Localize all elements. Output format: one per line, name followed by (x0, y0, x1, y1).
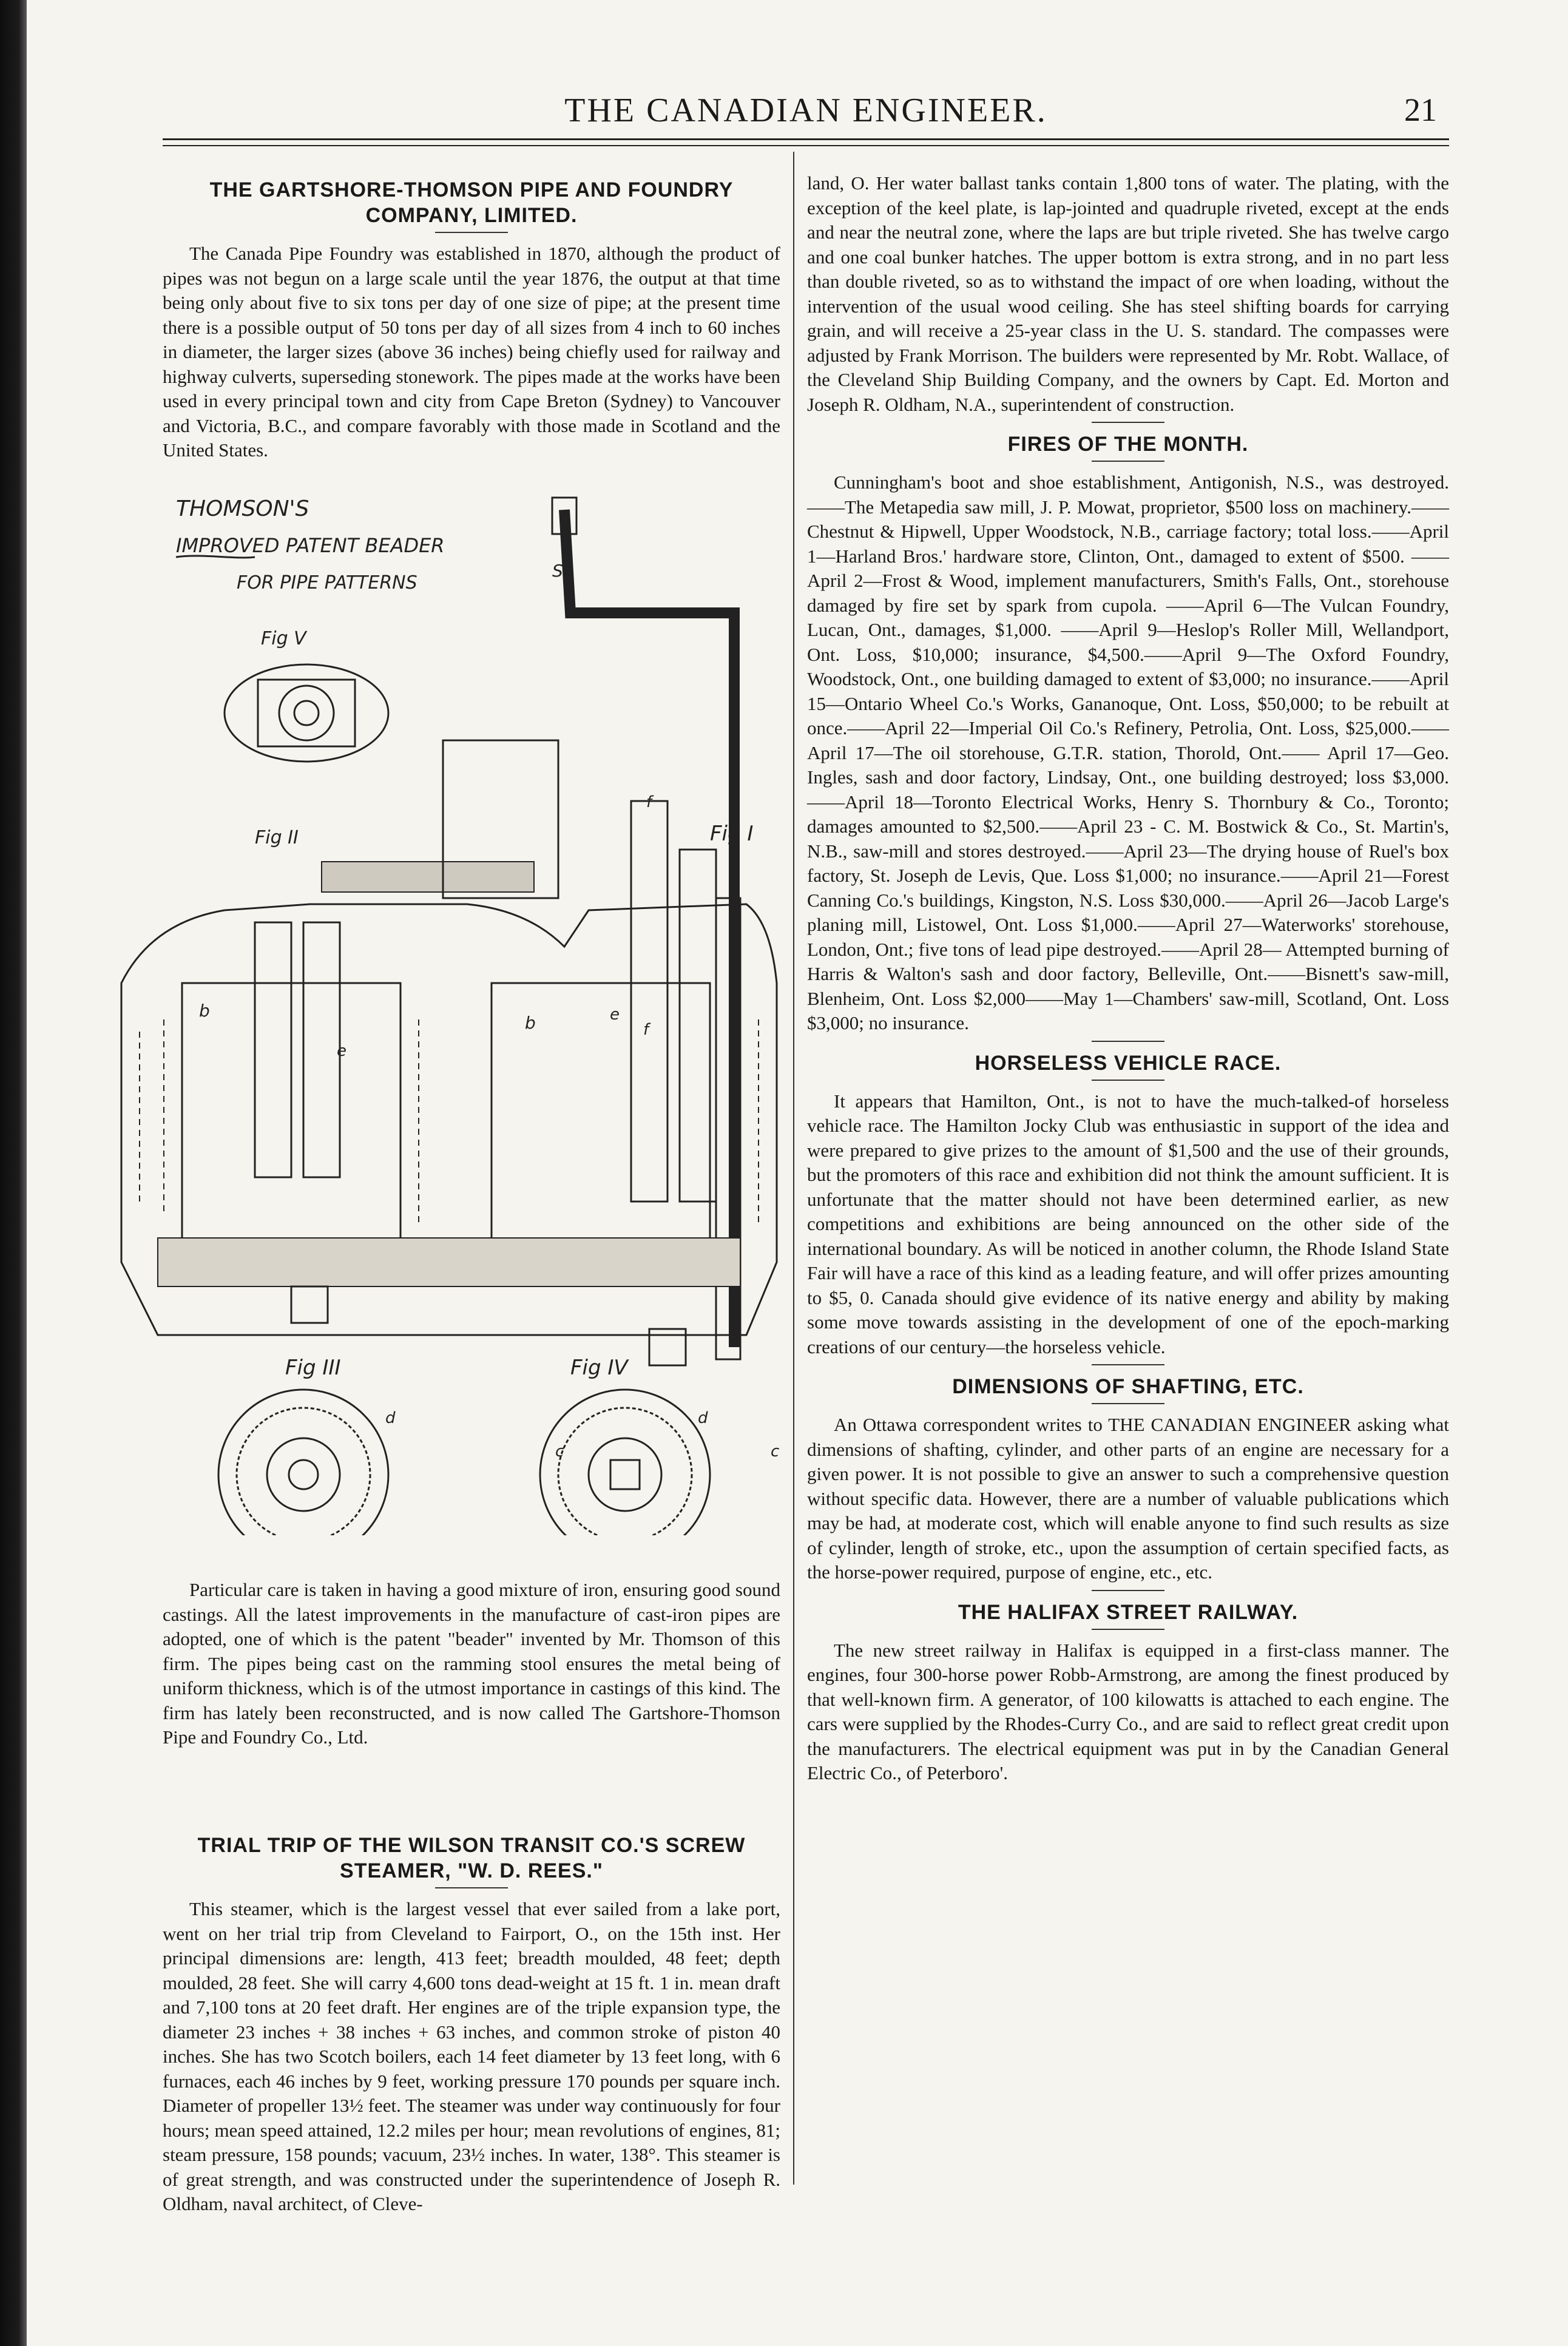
fires-paragraph: Cunningham's boot and shoe establishment, Antigonish, N.S., was destroyed.——The Metapedia saw mill, J. P. Mowat, proprietor, $500 loss on machinery.——Chestnut & Hipwell, Upper Woodstock, N.B., carriage factory; total loss.——April 1—Harland Bros.' hardware store, Clinton, Ont., damaged to extent of $500. ——April 2—Frost & Wood, implement manufacturers, Smith's Falls, Ont., storehouse damaged by fire set by spark from cupola. ——April 6—The Vulcan Foundry, Lucan, Ont., damages, $1,000. ——April 9—Heslop's Roller Mill, Wellandport, Ont. Loss, $10,000; insurance, $4,500.——April 9—The Oxford Foundry, Woodstock, Ont., one building damaged to extent of $3,000; no insurance.——April 15—Ontario Wheel Co.'s Works, Gananoque, Ont. Loss, $50,000; to be rebuilt at once.——April 22—Imperial Oil Co.'s Refinery, Petrolia, Ont. Loss, $25,000.—— April 17—The oil storehouse, G.T.R. station, Thorold, Ont.—— April 17—Geo. Ingles, sash and door factory, Lindsay, Ont., one building destroyed; loss $3,000.——April 18—Toronto Electrical Works, Henry S. Thornbury & Co., Toronto; damages amounted to $2,500.——April 23 - C. M. Bostwick & Co., St. Martin's, N.B., saw-mill and stores destroyed.——April 23—The drying house of Ruel's box factory, St. Joseph de Levis, Que. Loss $1,000; no insurance.——April 21—Forest Canning Co.'s buildings, Kingston, N.S. Loss $30,000.——April 26—Jacob Large's planing mill, Listowel, Ont. Loss $1,000.——April 27—Waterworks' storehouse, London, Ont.; five tons of lead pipe destroyed.——April 28— Attempted burning of Harris & Walton's sash and door factory, Belleville, Ont.——Bisnett's saw-mill, Blenheim, Ont. Loss $2,000——May 1—Chambers' saw-mill, Scotland, Ont. Loss $3,000; no insurance. (807, 472, 1449, 1033)
letter-c1: c (555, 1442, 564, 1461)
letter-d2: d (698, 1409, 708, 1427)
section-rule (1092, 422, 1164, 423)
gartshore-heading-line2: COMPANY, LIMITED. (365, 204, 578, 227)
caption-line2: IMPROVED PATENT BEADER (176, 534, 445, 557)
trial-heading-line1: TRIAL TRIP OF THE WILSON TRANSIT CO.'S SCREW (197, 1834, 746, 1857)
halifax-paragraph: The new street railway in Halifax is equipped in a first-class manner. The engines, four 300-horse power Robb-Armstrong, are among the finest produced by that well-known firm. A generator, of 100 kilowatts is attached to each engine. The cars were supplied by the Rhodes-Curry Co., and are said to reflect great credit upon the manufacturers. The electrical equipment was put in by the Canadian General Electric Co., of Peterboro'. (807, 1639, 1449, 1783)
caption-line1: THOMSON'S (176, 496, 309, 521)
caption-line3: FOR PIPE PATTERNS (237, 572, 417, 593)
trial-heading-line2: STEAMER, "W. D. REES." (340, 1859, 603, 1882)
article-trial-trip (163, 1833, 780, 2222)
fig5-label: Fig V (261, 628, 306, 649)
letter-f1: f (646, 793, 652, 811)
gartshore-heading (163, 177, 780, 228)
section-rule (1092, 1364, 1164, 1365)
horseless-heading: HORSELESS VEHICLE RACE. (975, 1051, 1282, 1075)
fig2-label: Fig II (255, 827, 299, 848)
trial-heading (163, 1833, 780, 1884)
letter-e1: e (337, 1042, 346, 1060)
letter-d1: d (385, 1409, 396, 1427)
page-header (163, 91, 1449, 134)
article-gartshore-cont (163, 1578, 780, 1755)
halifax-heading: THE HALIFAX STREET RAILWAY. (958, 1600, 1299, 1624)
heading-rule (1092, 1629, 1164, 1630)
letter-b2: b (525, 1013, 536, 1033)
running-title: THE CANADIAN ENGINEER. (564, 92, 1047, 129)
letter-s: S (552, 561, 563, 581)
heading-rule (435, 232, 508, 233)
section-rule (1092, 1590, 1164, 1591)
right-column (807, 171, 1449, 1791)
fig4-label: Fig IV (570, 1356, 628, 1380)
fires-heading: FIRES OF THE MONTH. (1007, 433, 1249, 456)
fig4-gear (540, 1390, 710, 1535)
shafting-paragraph: An Ottawa correspondent writes to THE CANADIAN ENGINEER asking what dimensions of shafting, cylinder, and other parts of an engine are necessary for a given power. It is not possible to give an answer to such a comprehensive question without specific data. However, there are a number of valuable publications which may be had, at moderate cost, which will enable anyone to find such results as size of cylinder, length of stroke, etc., upon the assumption of certain specified facts, as the horse-power required, purpose of engine, etc., etc. (807, 1414, 1449, 1583)
page-number: 21 (1404, 92, 1437, 128)
letter-f2: f (643, 1021, 649, 1039)
letter-e2: e (610, 1006, 620, 1024)
beader-illustration (103, 485, 783, 1535)
letter-c2: c (771, 1442, 780, 1461)
article-gartshore (163, 177, 780, 468)
book-binding-edge (0, 0, 27, 2346)
heading-rule (1092, 1403, 1164, 1404)
trial-paragraph-1: This steamer, which is the largest vessel that ever sailed from a lake port, went on her trial trip from Cleveland to Fairport, O., on the 15th inst. Her principal dimensions are: length, 413 feet; breadth moulded, 48 feet; depth moulded, 28 feet. She will carry 4,600 tons dead-weight at 15 ft. 1 in. mean draft and 7,100 tons at 20 feet draft. Her engines are of the triple expansion type, the diameter 23 inches + 38 inches + 63 inches, and common stroke of piston 40 inches. She has two Scotch boilers, each 14 feet diameter by 13 feet long, with 6 furnaces, each 46 inches by 9 feet, working pressure 170 pounds per square inch. Diameter of propeller 13½ feet. The steamer was under way continuously for four hours; mean speed attained, 12.2 miles per hour; mean revolutions of engines, 81; steam pressure, 158 pounds; vacuum, 23½ inches. In water, 138°. This steamer is of great strength, and was constructed under the superintendence of Joseph R. Oldham, naval architect, of Cleve- (163, 1898, 780, 2214)
heading-rule (1092, 461, 1164, 462)
beader-drawing (103, 485, 783, 1535)
fig1-label: Fig I (710, 822, 754, 846)
fig5-detail (225, 664, 388, 762)
fig3-gear (218, 1390, 388, 1535)
horseless-paragraph: It appears that Hamilton, Ont., is not to have the much-talked-of horseless vehicle race. The Hamilton Jocky Club was enthusiastic in support of the idea and were prepared to give prizes to the amount of $1,500 and the use of their grounds, but the promoters of this race and exhibition did not think the amount sufficient. It is unfortunate that the matter should not have been determined earlier, as new competitions and exhibitions are being announced on the other side of the international boundary. As will be noticed in another column, the Rhode Island State Fair will have a race of this kind as a leading feature, and will offer prizes amounting to $5, 0. Canada should give evidence of its native energy and ability by making some move towards assisting in the development of one of the epoch-marking creations of our century—the horseless vehicle. (807, 1090, 1449, 1357)
fig1-pipe-mould (121, 740, 777, 1365)
column-divider (793, 152, 794, 2185)
gartshore-heading-line1: THE GARTSHORE-THOMSON PIPE AND FOUNDRY (209, 178, 734, 201)
gartshore-paragraph-1: The Canada Pipe Foundry was established in 1870, although the product of pipes was not begun on a large scale until the year 1876, the output at that time being only about five to six tons per day of one size of pipe; at the present time there is a possible output of 50 tons per day of all sizes from 4 inch to 60 inches in diameter, the larger sizes (above 36 inches) being chiefly used for railway and highway culverts, superseding stonework. The pipes made at the works have been used in every principal town and city from Cape Breton (Sydney) to Vancouver and Victoria, B.C., and compare favorably with those made in Scotland and the United States. (163, 243, 780, 461)
fig3-label: Fig III (285, 1356, 341, 1380)
heading-rule (435, 1887, 508, 1888)
gartshore-paragraph-2: Particular care is taken in having a good mixture of iron, ensuring good sound castings. All the latest improvements in the manufacture of cast-iron pipes are adopted, one of which is the patent "beader" invented by Mr. Thomson of this firm. The pipes being cast on the ramming stool ensures the metal being of uniform thickness, which is of the utmost importance in castings of this kind. The firm has lately been reconstructed, and is now called The Gartshore-Thomson Pipe and Foundry Co., Ltd. (163, 1579, 780, 1748)
trial-continuation: land, O. Her water ballast tanks contain 1,800 tons of water. The plating, with the exception of the keel plate, is lap-jointed and quadruple riveted, except at the ends and near the neutral zone, where the laps are but triple riveted. She has twelve cargo and one coal bunker hatches. The upper bottom is extra strong, and in no part less than double riveted, so as to withstand the impact of ore when loading, without the intervention of the usual wood ceiling. She has steel shifting boards for carrying grain, and will receive a 25-year class in the U. S. standard. The compasses were adjusted by Frank Morrison. The builders were represented by Mr. Robt. Wallace, of the Cleveland Ship Building Company, and the owners by Capt. Ed. Morton and Joseph R. Oldham, N.A., superintendent of construction. (807, 172, 1449, 415)
shafting-heading: DIMENSIONS OF SHAFTING, ETC. (952, 1375, 1304, 1398)
header-rule (163, 138, 1449, 146)
section-rule (1092, 1041, 1164, 1042)
heading-rule (1092, 1080, 1164, 1081)
letter-b1: b (199, 1001, 210, 1021)
crank-handle (564, 510, 734, 1347)
